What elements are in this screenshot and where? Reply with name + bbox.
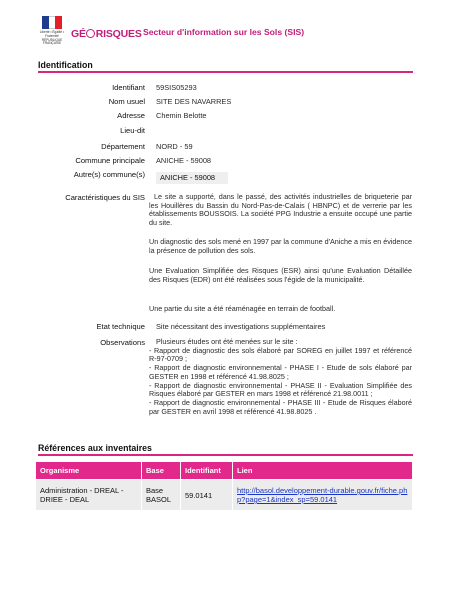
table-row [36,480,413,511]
label-lieu-dit: Lieu-dit [120,126,145,135]
cell-base: Base BASOL [142,480,181,511]
column-header-identifiant: Identifiant [181,462,233,480]
label-adresse: Adresse [117,111,145,120]
cell-identifiant: 59.0141 [181,480,233,511]
column-header-organisme: Organisme [36,462,142,480]
value-etat-technique: Site nécessitant des investigations supplémentaires [156,322,326,331]
column-header-lien: Lien [233,462,413,480]
references-table [35,461,413,511]
caracteristiques-paragraph: Une Evaluation Simplifiée des Risques (ESR) ainsi qu'une Evaluation Détaillée des Risques (EDR) ont été réalisées sous l'égide de la municipalité. [149,266,412,284]
brand-left: GÉ [71,28,86,40]
cell-lien [233,480,413,511]
observation-line: - Rapport de diagnostic environnemental - PHASE III - Etude de Risques élaboré par GESTER en avril 1998 et référencé 41.98.8025 . [149,397,412,416]
republique-francaise-logo [38,16,66,50]
section-title-identification: Identification [38,60,93,70]
label-commune-principale: Commune principale [75,156,145,165]
caracteristiques-paragraph: Un diagnostic des sols mené en 1997 par la commune d'Aniche a mis en évidence la présence de pollution des sols. [149,237,412,255]
table-header-row [36,462,413,480]
label-nom-usuel: Nom usuel [108,97,145,106]
value-adresse: Chemin Belotte [156,111,207,120]
section-divider [38,71,413,73]
observation-line: Plusieurs études ont été menées sur le site : [156,337,298,346]
value-departement: NORD - 59 [156,142,193,151]
label-caracteristiques: Caractéristiques du SIS [65,193,145,202]
brand-right: RISQUES [95,28,142,40]
globe-icon [86,29,95,38]
caracteristiques-paragraph: Le site a supporté, dans le passé, des activités industrielles de briqueterie par les Houillères du Bassin du Nord-Pas-de-Calais ( HBNPC) et de verrerie par les établissements BOUSSOIS. La société PPG Industrie a ensuite occupé une partie du site. [149,192,412,228]
caracteristiques-paragraph: Une partie du site a été réaménagée en terrain de football. [149,304,336,313]
label-observations: Observations [100,338,145,347]
document-title: Secteur d'information sur les Sols (SIS) [143,27,305,37]
rf-logo-text: Liberté • Égalité • Fraternité RÉPUBLIQUE FRANÇAISE [39,30,65,46]
label-etat-technique: Etat technique [96,322,145,331]
label-identifiant: Identifiant [112,83,145,92]
french-flag-icon [42,16,62,29]
label-departement: Département [101,142,145,151]
georisques-logo [71,28,142,40]
cell-organisme: Administration - DREAL - DRIEE - DEAL [36,480,142,511]
section-divider [38,454,413,456]
value-nom-usuel: SITE DES NAVARRES [156,97,232,106]
value-autres-communes: ANICHE - 59008 [156,172,228,184]
section-title-references: Références aux inventaires [38,443,152,453]
observation-line: - Rapport de diagnostic environnemental - PHASE II - Evaluation Simplifiée des Risques élaboré par GESTER en mars 1998 et référencé 21.98.0011 ; [149,380,412,399]
label-autres-communes: Autre(s) commune(s) [73,170,145,179]
observation-line: - Rapport de diagnostic des sols élaboré par SOREG en juillet 1997 et référencé R-97-0709 ; [149,345,412,364]
value-commune-principale: ANICHE - 59008 [156,156,212,165]
observation-line: - Rapport de diagnostic environnemental - PHASE I - Etude de sols élaboré par GESTER en 1998 et référencé 41.98.8025 ; [149,363,412,381]
value-identifiant: 59SIS05293 [156,83,197,92]
basol-link[interactable]: http://basol.developpement-durable.gouv.fr/fiche.php?page=1&index_sp=59.0141 [237,486,408,504]
column-header-base: Base [142,462,181,480]
observations-text [149,338,412,416]
